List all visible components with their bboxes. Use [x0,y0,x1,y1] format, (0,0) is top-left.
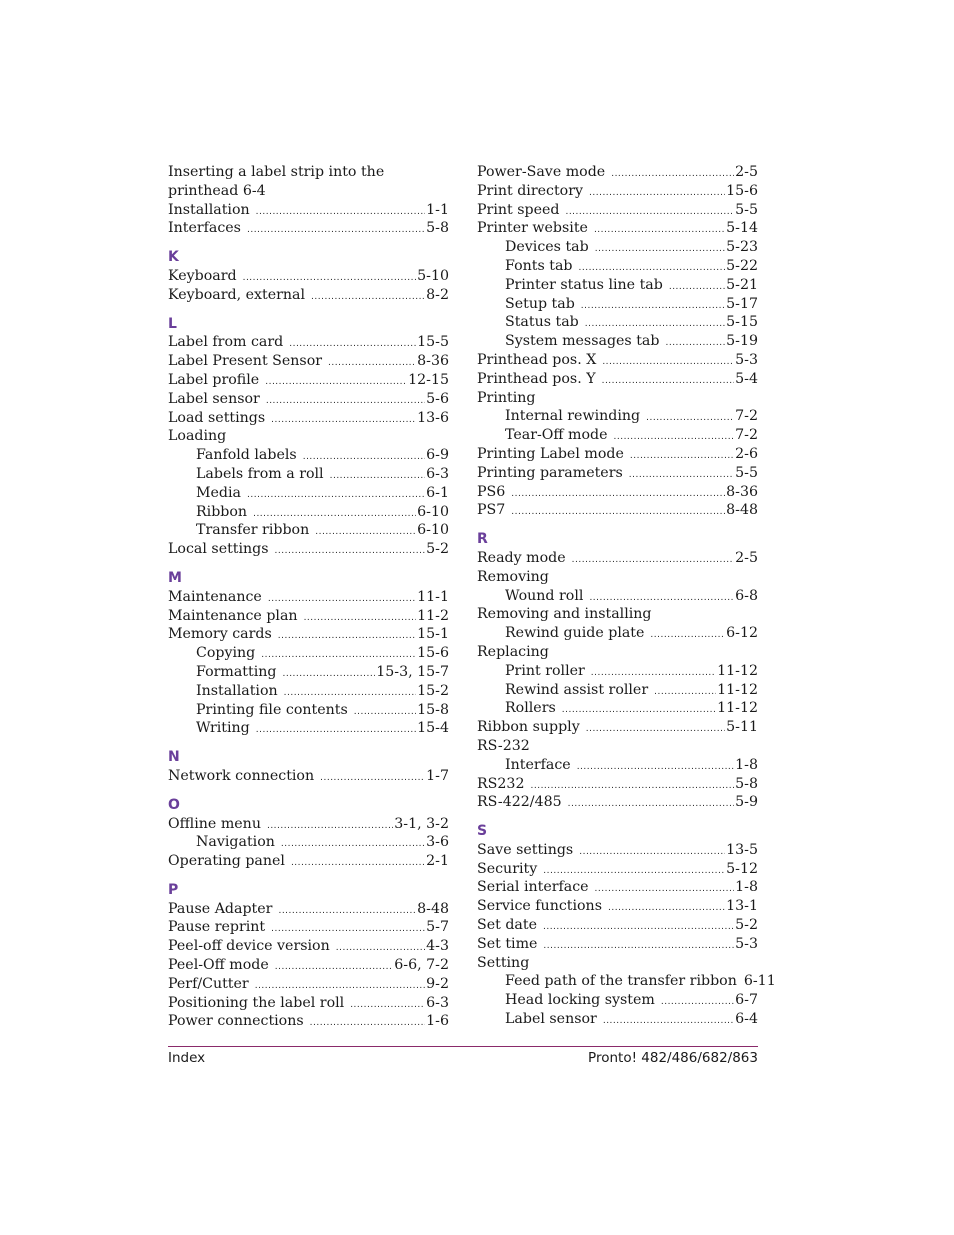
index-term: Label Present Sensor [168,353,323,370]
index-term: Pause Adapter [168,900,273,917]
index-entry [168,937,449,956]
index-entry [168,900,449,919]
index-entry [477,878,758,897]
index-entry [168,815,449,834]
index-term: Offline menu [168,815,261,832]
index-term: Copying [196,645,256,662]
index-letter-s: S [477,823,488,840]
index-page-ref: 4-3 [426,938,449,955]
index-page-ref: 13-5 [726,841,758,858]
dot-leader [256,203,426,222]
dot-leader [278,902,416,921]
index-entry [477,351,758,370]
index-page-ref: 9-2 [426,975,449,992]
index-term: Feed path of the transfer ribbon [505,973,737,990]
dot-leader [579,843,725,862]
index-page-ref: 15-6 [417,645,449,662]
index-page-ref: 1-7 [426,767,449,784]
index-page-ref: 6-4 [735,1011,758,1028]
index-page-ref: 2-5 [735,549,758,566]
dot-leader [543,937,734,956]
index-term: Service functions [477,898,602,915]
index-entry [168,219,449,238]
index-letter-p: P [168,881,179,898]
index-term: Power-Save mode [477,164,606,180]
index-subentry [168,503,449,522]
dot-leader [511,503,725,522]
index-term: Pause reprint [168,919,266,936]
index-page-ref: 2-6 [735,445,758,462]
index-term: Printhead pos. X [477,351,597,368]
index-entry [477,793,758,812]
index-subentry [477,662,758,681]
dot-leader [275,958,394,977]
index-subentry [477,681,758,700]
index-term: RS-422/485 [477,794,562,811]
index-page-ref: 5-3 [735,935,758,952]
index-entry [477,163,758,182]
index-subentry [168,701,449,720]
index-term: Save settings [477,841,574,858]
index-page-ref: 5-5 [735,201,758,218]
index-page-ref: 5-3 [735,351,758,368]
dot-leader [320,769,425,788]
index-term: Printhead pos. Y [477,370,596,387]
index-entry [168,201,449,220]
index-entry [477,501,758,520]
index-subentry [168,446,449,465]
index-term: Power connections [168,1013,304,1030]
index-subentry [477,587,758,606]
index-term: Printing parameters [477,464,623,481]
index-letter-r: R [477,531,488,548]
dot-leader [275,542,426,561]
index-page-ref: 8-2 [426,286,449,303]
index-letter-k: K [168,249,179,266]
index-page-ref: 5-21 [726,276,758,293]
index-term: Formatting [196,663,277,680]
index-term: Labels from a roll [196,465,324,482]
index-entry [168,625,449,644]
dot-leader [328,354,416,373]
index-term: Label sensor [168,390,260,407]
index-heading-loading: Loading [168,428,227,445]
index-term: System messages tab [505,333,660,350]
index-page-ref: 5-14 [726,220,758,237]
index-term: Fonts tab [505,257,573,274]
index-subentry [168,465,449,484]
index-entry [477,464,758,483]
dot-leader [271,411,416,430]
index-term: Positioning the label roll [168,994,345,1011]
index-term: Writing [196,720,250,737]
index-subentry [477,332,758,351]
index-column-right [477,163,776,1029]
index-page-ref: 1-8 [735,756,758,773]
index-letter-l: L [168,315,177,332]
dot-leader [568,795,734,814]
index-page-ref: 5-12 [726,860,758,877]
index-subentry [477,1010,758,1029]
index-entry [477,219,758,238]
index-page-ref: 5-22 [726,257,758,274]
index-term: Fanfold labels [196,447,297,464]
index-page-ref: 1-1 [426,201,449,218]
index-page-ref: 5-7 [426,919,449,936]
dot-leader [267,817,393,836]
index-term: Label from card [168,334,284,351]
dot-leader [304,609,417,628]
index-entry [168,1012,449,1031]
index-term: Internal rewinding [505,408,641,425]
index-page-ref: 1-6 [426,1013,449,1030]
index-page-ref: 1-8 [735,879,758,896]
index-term: Printing Label mode [477,445,624,462]
index-term: Installation [168,201,250,218]
dot-leader [589,184,725,203]
dot-leader [613,428,734,447]
index-entry [168,371,449,390]
index-page-ref: 5-6 [426,390,449,407]
index-term: Transfer ribbon [196,522,310,539]
index-term: Printer status line tab [505,276,663,293]
dot-leader [654,683,716,702]
index-page-ref: 5-9 [735,794,758,811]
index-term: Navigation [196,834,275,851]
index-entry [477,370,758,389]
dot-leader [265,373,407,392]
index-term: Keyboard, external [168,286,306,303]
index-page-ref: 11-12 [717,700,758,717]
index-heading-printing: Printing [477,389,536,406]
index-page-ref: 5-4 [735,370,758,387]
index-term: Printing file contents [196,701,348,718]
index-entry [477,916,758,935]
index-subentry [477,426,758,445]
dot-leader [311,288,425,307]
index-entry [477,935,758,954]
index-subentry [168,663,449,682]
dot-leader [330,467,426,486]
index-term: PS7 [477,502,506,519]
index-letter-n: N [168,749,180,766]
index-term: PS6 [477,483,506,500]
dot-leader [543,918,734,937]
index-page-ref: 5-10 [417,267,449,284]
index-subentry [477,276,758,295]
index-page-ref: 6-1 [426,484,449,501]
index-term: Maintenance [168,588,262,605]
index-page-ref: 2-1 [426,853,449,870]
index-term: Installation [196,682,278,699]
index-page-ref: 8-36 [726,483,758,500]
index-page-ref: 15-4 [417,720,449,737]
index-page-ref: 11-2 [417,607,449,624]
dot-leader [603,1012,734,1031]
index-page-ref: 15-5 [417,334,449,351]
index-term: Interface [505,756,571,773]
index-page-ref: 6-7 [735,992,758,1009]
index-heading-setting: Setting [477,954,530,971]
index-term: Rollers [505,700,556,717]
index-subentry [477,257,758,276]
index-page-ref: 5-2 [426,541,449,558]
index-entry [477,897,758,916]
index-entry [168,352,449,371]
index-entry [168,333,449,352]
index-heading-removing: Removing [477,568,549,585]
index-term: Rewind assist roller [505,681,649,698]
dot-leader [266,392,425,411]
index-entry [168,286,449,305]
index-term: Status tab [505,314,579,331]
index-term: Serial interface [477,879,589,896]
index-entry [477,201,758,220]
index-page-ref: 6-3 [426,465,449,482]
footer-product-name: Pronto! 482/486/682/863 [588,1050,758,1066]
index-term: Setup tab [505,295,575,312]
index-subentry [477,407,758,426]
index-term: Head locking system [505,992,655,1009]
index-entry [477,549,758,568]
index-term: RS232 [477,775,525,792]
dot-leader [565,203,734,222]
index-page-ref: 5-15 [726,314,758,331]
index-subentry [168,521,449,540]
index-page-ref: 5-19 [726,333,758,350]
index-term: Network connection [168,767,315,784]
index-subentry [168,484,449,503]
index-entry [168,767,449,786]
dot-leader [611,165,734,184]
index-entry [168,267,449,286]
index-subentry [477,699,758,718]
dot-leader [595,880,735,899]
dot-leader [669,278,725,297]
index-subentry [477,972,776,991]
index-page-ref: 5-5 [735,464,758,481]
index-term: Peel-Off mode [168,957,269,974]
dot-leader [256,721,416,740]
dot-leader [315,523,416,542]
index-page-ref: 6-11 [743,973,776,990]
index-term: Ribbon supply [477,719,580,736]
index-heading-rs-232: RS-232 [477,737,530,754]
index-letter-o: O [168,796,180,813]
index-entry [168,956,449,975]
index-page-ref: 6-3 [426,994,449,1011]
index-entry [168,540,449,559]
index-term: Label profile [168,371,260,388]
index-term: Devices tab [505,239,589,256]
index-entry [477,182,758,201]
dot-leader [594,221,725,240]
index-entry [477,775,758,794]
index-entry [168,852,449,871]
dot-leader [629,466,734,485]
index-page-ref: 5-11 [726,719,758,736]
dot-leader [511,485,725,504]
index-page-ref: 15-3, 15-7 [376,663,449,680]
index-term: Security [477,860,538,877]
index-term: Ribbon [196,503,248,520]
dot-leader [310,1014,425,1033]
index-entry [477,445,758,464]
index-term: Label sensor [505,1011,597,1028]
index-term: Maintenance plan [168,607,298,624]
dot-leader [630,447,734,466]
index-page-ref: 5-2 [735,917,758,934]
index-subentry [477,295,758,314]
index-subentry [477,313,758,332]
index-term: Tear-Off mode [505,427,608,444]
dot-leader [608,899,725,918]
dot-leader [247,221,425,240]
index-term: Ready mode [477,549,566,566]
index-term: Print directory [477,182,583,199]
index-entry [477,841,758,860]
index-page-ref: 6-10 [417,522,449,539]
index-term: Memory cards [168,626,272,643]
index-page-ref: 3-6 [426,834,449,851]
index-subentry [477,624,758,643]
index-page-ref: 7-2 [735,427,758,444]
index-entry [168,588,449,607]
index-term: Set date [477,917,537,934]
dot-leader [581,297,725,316]
index-term: Keyboard [168,267,237,284]
index-page-ref: 13-1 [726,898,758,915]
index-letter-m: M [168,569,182,586]
footer-section-title: Index [168,1050,206,1066]
index-page-ref: 8-48 [726,502,758,519]
dot-leader [350,996,425,1015]
index-page-ref: 3-1, 3-2 [394,815,449,832]
index-entry [168,918,449,937]
dot-leader [661,993,734,1012]
index-page-ref: 12-15 [408,371,449,388]
dot-leader [586,720,725,739]
index-page-ref: 15-1 [417,626,449,643]
index-term: Peel-off device version [168,938,330,955]
index-subentry [168,719,449,738]
index-page-ref: 5-23 [726,239,758,256]
index-page-ref: 6-12 [726,625,758,642]
index-column-left [168,163,449,1031]
index-heading-replacing: Replacing [477,643,549,660]
index-page-ref: 11-12 [717,681,758,698]
index-page-ref: 11-12 [717,662,758,679]
index-page-ref: 15-8 [417,701,449,718]
dot-leader [354,703,416,722]
index-page-ref: 11-1 [417,588,449,605]
index-subentry [477,756,758,775]
dot-leader [562,701,716,720]
dot-leader [577,758,734,777]
index-page-ref: 13-6 [417,409,449,426]
dot-leader [595,240,725,259]
footer-divider [168,1046,758,1047]
index-entry [168,975,449,994]
index-term: Media [196,484,242,501]
index-entry [168,409,449,428]
index-subentry [168,644,449,663]
dot-leader [247,486,425,505]
dot-leader [665,334,725,353]
index-page-ref: 5-8 [735,775,758,792]
dot-leader [572,551,735,570]
index-subentry [477,238,758,257]
index-page-ref: 8-36 [417,353,449,370]
index-entry [477,483,758,502]
index-entry [168,994,449,1013]
dot-leader [281,835,425,854]
index-entry [168,607,449,626]
index-page-ref: 6-10 [417,503,449,520]
index-term: Operating panel [168,853,285,870]
index-term: Print roller [505,662,585,679]
index-page-ref: 5-17 [726,295,758,312]
dot-leader [650,626,725,645]
index-entry [477,718,758,737]
index-subentry [168,682,449,701]
index-term: Interfaces [168,220,241,237]
index-term: Wound roll [505,587,584,604]
index-page-ref: 2-5 [735,164,758,180]
index-entry: Inserting a label strip into the printhead 6-4 [168,164,385,199]
index-page-ref: 15-6 [726,182,758,199]
dot-leader [291,854,425,873]
index-entry [477,860,758,879]
index-page-ref: 6-9 [426,447,449,464]
index-term: Load settings [168,409,266,426]
index-entry [168,390,449,409]
index-page-ref: 15-2 [417,682,449,699]
index-page-ref: 5-8 [426,220,449,237]
index-term: Set time [477,935,538,952]
index-page-ref: 6-8 [735,587,758,604]
index-subentry [477,991,758,1010]
dot-leader [646,409,734,428]
dot-leader [282,665,375,684]
index-term: Perf/Cutter [168,975,249,992]
index-term: Printer website [477,220,588,237]
dot-leader [278,627,416,646]
index-page-ref: 8-48 [417,900,449,917]
index-heading-removing-and-installing: Removing and installing [477,606,652,623]
index-term: Rewind guide plate [505,625,645,642]
index-term: Print speed [477,201,560,218]
index-subentry [168,833,449,852]
dot-leader [602,353,734,372]
index-page-ref: 6-6, 7-2 [394,957,449,974]
index-term: Local settings [168,541,269,558]
index-page-ref: 7-2 [735,408,758,425]
dot-leader [602,372,735,391]
